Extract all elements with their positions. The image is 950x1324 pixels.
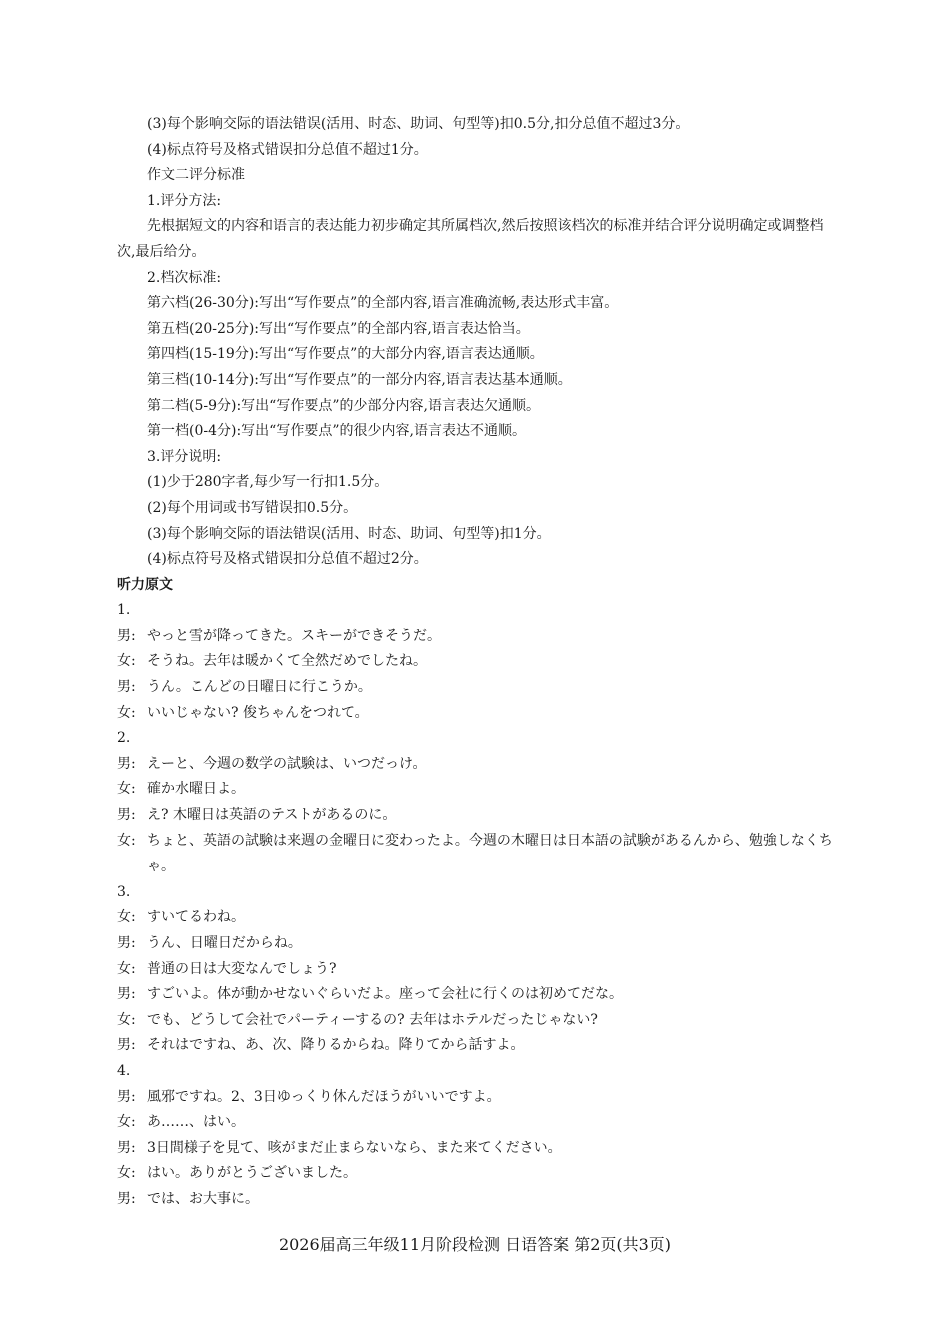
rubric2-note: (3)每个影响交际的语法错误(活用、时态、助词、句型等)扣1分。 xyxy=(147,525,551,542)
utterance: でも、どうして会社でパーティーするの? 去年はホテルだったじゃない? xyxy=(147,1011,598,1028)
dialogue-line xyxy=(117,701,839,727)
dialogue-line xyxy=(117,1008,839,1034)
rubric2-level: 第三档(10-14分):写出“写作要点”的一部分内容,语言表达基本通顺。 xyxy=(147,371,572,388)
utterance: 確か水曜日よ。 xyxy=(147,781,245,798)
rubric1-item-4: (4)标点符号及格式错误扣分总值不超过1分。 xyxy=(147,141,428,158)
speaker-label: 女: xyxy=(117,781,136,798)
rubric2-level: 第五档(20-25分):写出“写作要点”的全部内容,语言表达恰当。 xyxy=(147,320,530,337)
dialogue-number: 4. xyxy=(117,1062,131,1079)
dialogue-line xyxy=(117,675,839,701)
rubric2-method-heading: 1.评分方法: xyxy=(147,192,222,209)
speaker-label: 女: xyxy=(117,704,136,721)
speaker-label: 男: xyxy=(117,986,136,1003)
utterance: いいじゃない? 俊ちゃんをつれて。 xyxy=(147,704,369,721)
dialogue-line xyxy=(117,1187,839,1213)
dialogue-line xyxy=(117,982,839,1008)
utterance: ちょと、英語の試験は来週の金曜日に変わったよ。今週の木曜日は日本語の試験があるんから、勉強しなくちゃ。 xyxy=(147,832,833,875)
speaker-label: 男: xyxy=(117,935,136,951)
dialogue-line xyxy=(117,752,839,778)
dialogue-line xyxy=(117,829,839,880)
utterance: うん、日曜日だからね。 xyxy=(147,935,302,951)
rubric2-title: 作文二评分标准 xyxy=(147,167,245,184)
rubric2-level: 第六档(26-30分):写出“写作要点”的全部内容,语言准确流畅,表达形式丰富。 xyxy=(147,295,619,312)
rubric2-method-text: 先根据短文的内容和语言的表达能力初步确定其所属档次,然后按照该档次的标准并结合评分说明确定或调整档次,最后给分。 xyxy=(117,218,824,260)
utterance: はい。ありがとうございました。 xyxy=(147,1165,357,1182)
dialogue-number: 2. xyxy=(117,730,131,747)
speaker-label: 女: xyxy=(117,653,136,670)
utterance: 3日間様子を見て、咳がまだ止まらないなら、また来てください。 xyxy=(147,1139,562,1156)
dialogue-line xyxy=(117,803,839,829)
listening-title: 听力原文 xyxy=(117,576,173,593)
speaker-label: 女: xyxy=(117,909,136,926)
dialogue-line xyxy=(117,957,839,983)
utterance: うん。こんどの日曜日に行こうか。 xyxy=(147,679,372,696)
rubric2-level: 第一档(0-4分):写出“写作要点”的很少内容,语言表达不通顺。 xyxy=(147,423,526,440)
utterance: 風邪ですね。2、3日ゆっくり休んだほうがいいですよ。 xyxy=(147,1088,501,1105)
speaker-label: 男: xyxy=(117,1088,136,1105)
dialogue-line xyxy=(117,1085,839,1111)
dialogue-line xyxy=(117,931,839,957)
dialogue-line xyxy=(117,905,839,931)
rubric2-note: (1)少于280字者,每少写一行扣1.5分。 xyxy=(147,474,389,491)
rubric2-levels-heading: 2.档次标准: xyxy=(147,269,222,286)
dialogue-line xyxy=(117,777,839,803)
dialogue-line xyxy=(117,649,839,675)
utterance: あ……、はい。 xyxy=(147,1114,245,1131)
speaker-label: 男: xyxy=(117,1190,136,1207)
page-content xyxy=(117,112,839,1213)
rubric2-level: 第四档(15-19分):写出“写作要点”的大部分内容,语言表达通顺。 xyxy=(147,346,544,363)
speaker-label: 男: xyxy=(117,807,136,824)
utterance: では、お大事に。 xyxy=(147,1190,259,1207)
rubric2-notes-heading: 3.评分说明: xyxy=(147,448,222,465)
speaker-label: 女: xyxy=(117,1011,136,1028)
dialogue-line xyxy=(117,624,839,650)
speaker-label: 女: xyxy=(117,1114,136,1131)
dialogue-line xyxy=(117,1161,839,1187)
page-footer: 2026届高三年级11月阶段检测 日语答案 第2页(共3页) xyxy=(278,1235,672,1254)
rubric2-note: (4)标点符号及格式错误扣分总值不超过2分。 xyxy=(147,551,428,568)
speaker-label: 男: xyxy=(117,1037,136,1054)
rubric2-level: 第二档(5-9分):写出“写作要点”的少部分内容,语言表达欠通顺。 xyxy=(147,397,540,414)
speaker-label: 女: xyxy=(117,832,136,849)
utterance: すいてるわね。 xyxy=(147,909,245,926)
dialogue-line xyxy=(117,1136,839,1162)
dialogue-number: 3. xyxy=(117,883,131,900)
utterance: それはですね、あ、次、降りるからね。降りてから話すよ。 xyxy=(147,1037,525,1054)
speaker-label: 女: xyxy=(117,960,136,977)
dialogue-line xyxy=(117,1033,839,1059)
speaker-label: 男: xyxy=(117,627,136,644)
utterance: そうね。去年は暖かくて全然だめでしたね。 xyxy=(147,653,427,670)
speaker-label: 女: xyxy=(117,1165,136,1182)
utterance: え? 木曜日は英語のテストがあるのに。 xyxy=(147,807,397,824)
utterance: えーと、今週の数学の試験は、いつだっけ。 xyxy=(147,755,427,772)
speaker-label: 男: xyxy=(117,1139,136,1156)
rubric1-item-3: (3)每个影响交际的语法错误(活用、时态、助词、句型等)扣0.5分,扣分总值不超过3分。 xyxy=(147,116,690,132)
dialogue-number: 1. xyxy=(117,602,131,619)
speaker-label: 男: xyxy=(117,679,136,696)
rubric2-note: (2)每个用词或书写错误扣0.5分。 xyxy=(147,499,358,516)
dialogue-line xyxy=(117,1110,839,1136)
utterance: すごいよ。体が動かせないぐらいだよ。座って会社に行くのは初めてだな。 xyxy=(147,986,623,1003)
utterance: 普通の日は大変なんでしょう? xyxy=(147,960,337,977)
speaker-label: 男: xyxy=(117,755,136,772)
utterance: やっと雪が降ってきた。スキーができそうだ。 xyxy=(147,627,441,644)
